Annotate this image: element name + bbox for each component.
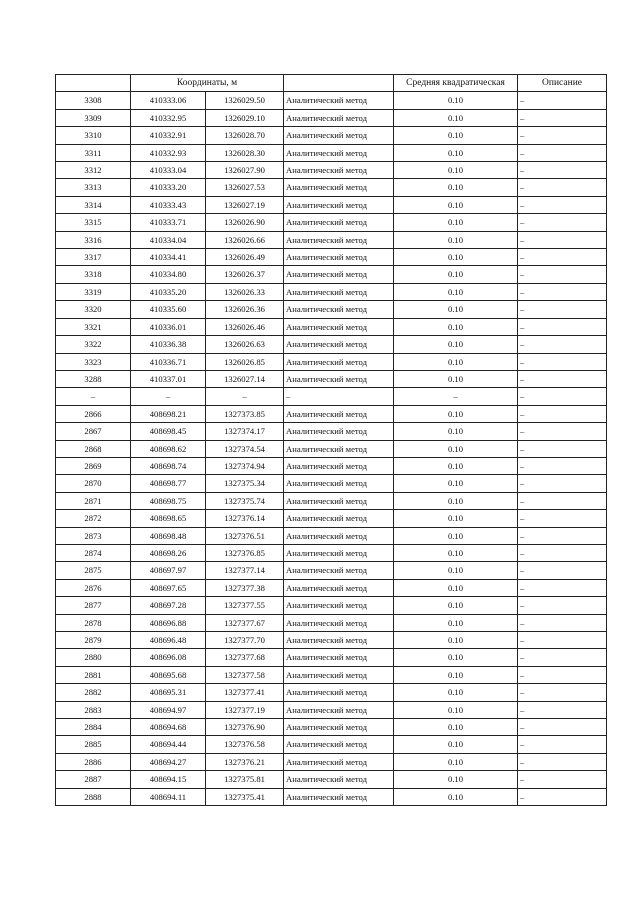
table-row <box>56 510 607 527</box>
coord-x-cell: 410332.93 <box>131 144 206 161</box>
method-cell: Аналитический метод <box>284 492 394 509</box>
method-cell: Аналитический метод <box>284 405 394 422</box>
point-number-cell: 2881 <box>56 666 131 683</box>
description-cell: – <box>518 632 607 649</box>
coord-y-cell: 1326027.19 <box>206 196 284 213</box>
method-cell: Аналитический метод <box>284 144 394 161</box>
method-cell: Аналитический метод <box>284 562 394 579</box>
coord-y-cell: 1326026.66 <box>206 231 284 248</box>
mean-square-error-cell: 0.10 <box>394 614 518 631</box>
table-row <box>56 788 607 805</box>
method-cell: Аналитический метод <box>284 249 394 266</box>
coord-y-cell: 1327375.81 <box>206 771 284 788</box>
description-cell: – <box>518 579 607 596</box>
coord-x-cell: 410334.80 <box>131 266 206 283</box>
mean-square-error-cell: 0.10 <box>394 510 518 527</box>
mean-square-error-cell: 0.10 <box>394 127 518 144</box>
header-row <box>56 75 607 92</box>
description-cell: – <box>518 179 607 196</box>
table-row <box>56 736 607 753</box>
method-cell: Аналитический метод <box>284 92 394 109</box>
description-cell: – <box>518 214 607 231</box>
mean-square-error-cell: 0.10 <box>394 283 518 300</box>
coord-y-cell: 1326029.50 <box>206 92 284 109</box>
point-number-cell: 2879 <box>56 632 131 649</box>
description-cell: – <box>518 597 607 614</box>
coord-y-cell: 1327377.41 <box>206 684 284 701</box>
mean-square-error-cell: 0.10 <box>394 649 518 666</box>
point-number-cell: 2882 <box>56 684 131 701</box>
mean-square-error-cell: 0.10 <box>394 632 518 649</box>
method-cell: Аналитический метод <box>284 527 394 544</box>
coord-x-cell: 410337.01 <box>131 370 206 387</box>
point-number-cell: 2867 <box>56 423 131 440</box>
point-number-cell: 2884 <box>56 719 131 736</box>
coord-y-cell: 1326026.90 <box>206 214 284 231</box>
point-number-cell: 2887 <box>56 771 131 788</box>
method-cell: Аналитический метод <box>284 579 394 596</box>
table-row <box>56 440 607 457</box>
coord-x-cell: 408698.21 <box>131 405 206 422</box>
table-row <box>56 579 607 596</box>
table-row <box>56 266 607 283</box>
mean-square-error-cell: 0.10 <box>394 214 518 231</box>
table-row <box>56 753 607 770</box>
mean-square-error-cell: 0.10 <box>394 701 518 718</box>
coord-x-cell: – <box>131 388 206 405</box>
coord-x-cell: 408694.97 <box>131 701 206 718</box>
mean-square-error-cell: 0.10 <box>394 457 518 474</box>
point-number-cell: 3317 <box>56 249 131 266</box>
table-row <box>56 405 607 422</box>
coord-x-cell: 408698.75 <box>131 492 206 509</box>
table-row <box>56 527 607 544</box>
coord-x-cell: 410335.20 <box>131 283 206 300</box>
method-cell: Аналитический метод <box>284 109 394 126</box>
description-cell: – <box>518 701 607 718</box>
point-number-cell: 3322 <box>56 336 131 353</box>
method-cell: Аналитический метод <box>284 440 394 457</box>
method-cell: Аналитический метод <box>284 196 394 213</box>
point-number-cell: 2877 <box>56 597 131 614</box>
table-row <box>56 353 607 370</box>
table-row <box>56 684 607 701</box>
point-number-cell: 3314 <box>56 196 131 213</box>
point-number-cell: 3321 <box>56 318 131 335</box>
coord-y-cell: 1327377.38 <box>206 579 284 596</box>
coord-y-cell: 1326026.49 <box>206 249 284 266</box>
mean-square-error-cell: 0.10 <box>394 423 518 440</box>
method-cell: Аналитический метод <box>284 788 394 805</box>
table-row <box>56 109 607 126</box>
coord-y-cell: 1327374.17 <box>206 423 284 440</box>
coord-x-cell: 408696.88 <box>131 614 206 631</box>
table-row <box>56 336 607 353</box>
description-cell: – <box>518 649 607 666</box>
coord-x-cell: 410333.20 <box>131 179 206 196</box>
description-cell: – <box>518 144 607 161</box>
method-cell: Аналитический метод <box>284 649 394 666</box>
mean-square-error-cell: 0.10 <box>394 597 518 614</box>
coord-x-cell: 408697.97 <box>131 562 206 579</box>
table-row <box>56 649 607 666</box>
mean-square-error-cell: 0.10 <box>394 196 518 213</box>
coord-y-cell: 1327376.21 <box>206 753 284 770</box>
coord-x-cell: 408694.27 <box>131 753 206 770</box>
point-number-cell: 2888 <box>56 788 131 805</box>
coord-y-cell: 1327373.85 <box>206 405 284 422</box>
header-description: Описание <box>518 75 607 92</box>
point-number-cell: 3319 <box>56 283 131 300</box>
point-number-cell: 2874 <box>56 544 131 561</box>
description-cell: – <box>518 684 607 701</box>
coord-y-cell: 1327377.19 <box>206 701 284 718</box>
description-cell: – <box>518 162 607 179</box>
coord-x-cell: 410336.71 <box>131 353 206 370</box>
coord-y-cell: 1327377.67 <box>206 614 284 631</box>
description-cell: – <box>518 492 607 509</box>
coord-y-cell: 1327375.74 <box>206 492 284 509</box>
table-row <box>56 597 607 614</box>
method-cell: Аналитический метод <box>284 457 394 474</box>
mean-square-error-cell: 0.10 <box>394 579 518 596</box>
table-row <box>56 127 607 144</box>
point-number-cell: 3309 <box>56 109 131 126</box>
point-number-cell: 3308 <box>56 92 131 109</box>
coord-x-cell: 410334.04 <box>131 231 206 248</box>
coord-x-cell: 408698.45 <box>131 423 206 440</box>
coord-y-cell: 1326028.70 <box>206 127 284 144</box>
mean-square-error-cell: 0.10 <box>394 788 518 805</box>
table-row <box>56 231 607 248</box>
coord-x-cell: 408696.08 <box>131 649 206 666</box>
table-row <box>56 214 607 231</box>
point-number-cell: 3316 <box>56 231 131 248</box>
coordinates-table <box>55 74 607 806</box>
table-row <box>56 771 607 788</box>
coord-y-cell: 1327374.54 <box>206 440 284 457</box>
table-row <box>56 701 607 718</box>
mean-square-error-cell: 0.10 <box>394 475 518 492</box>
table-row <box>56 370 607 387</box>
coord-y-cell: 1326026.85 <box>206 353 284 370</box>
point-number-cell: 2866 <box>56 405 131 422</box>
coord-y-cell: 1327376.90 <box>206 719 284 736</box>
mean-square-error-cell: 0.10 <box>394 405 518 422</box>
mean-square-error-cell: 0.10 <box>394 231 518 248</box>
description-cell: – <box>518 336 607 353</box>
method-cell: Аналитический метод <box>284 475 394 492</box>
mean-square-error-cell: 0.10 <box>394 162 518 179</box>
table-header <box>56 75 607 92</box>
coord-y-cell: 1326028.30 <box>206 144 284 161</box>
method-cell: Аналитический метод <box>284 179 394 196</box>
method-cell: Аналитический метод <box>284 231 394 248</box>
coord-y-cell: 1326029.10 <box>206 109 284 126</box>
coord-y-cell: 1327377.58 <box>206 666 284 683</box>
coord-x-cell: 408698.26 <box>131 544 206 561</box>
coord-x-cell: 408694.11 <box>131 788 206 805</box>
table-row <box>56 179 607 196</box>
method-cell: Аналитический метод <box>284 353 394 370</box>
mean-square-error-cell: – <box>394 388 518 405</box>
method-cell: Аналитический метод <box>284 771 394 788</box>
description-cell: – <box>518 353 607 370</box>
coord-x-cell: 410333.71 <box>131 214 206 231</box>
point-number-cell: 2871 <box>56 492 131 509</box>
description-cell: – <box>518 457 607 474</box>
mean-square-error-cell: 0.10 <box>394 753 518 770</box>
coord-y-cell: 1326027.14 <box>206 370 284 387</box>
table-row <box>56 423 607 440</box>
point-number-cell: 3323 <box>56 353 131 370</box>
point-number-cell: 3315 <box>56 214 131 231</box>
point-number-cell: 3288 <box>56 370 131 387</box>
point-number-cell: 2869 <box>56 457 131 474</box>
point-number-cell: 2883 <box>56 701 131 718</box>
mean-square-error-cell: 0.10 <box>394 562 518 579</box>
description-cell: – <box>518 736 607 753</box>
point-number-cell: 3313 <box>56 179 131 196</box>
coord-x-cell: 408697.28 <box>131 597 206 614</box>
method-cell: Аналитический метод <box>284 510 394 527</box>
mean-square-error-cell: 0.10 <box>394 736 518 753</box>
point-number-cell: 2875 <box>56 562 131 579</box>
coord-x-cell: 410333.04 <box>131 162 206 179</box>
coord-y-cell: 1326026.63 <box>206 336 284 353</box>
coord-x-cell: 408698.62 <box>131 440 206 457</box>
mean-square-error-cell: 0.10 <box>394 266 518 283</box>
description-cell: – <box>518 388 607 405</box>
coord-x-cell: 408698.65 <box>131 510 206 527</box>
table-body <box>56 92 607 806</box>
method-cell: Аналитический метод <box>284 632 394 649</box>
coord-y-cell: – <box>206 388 284 405</box>
table-row <box>56 666 607 683</box>
method-cell: Аналитический метод <box>284 597 394 614</box>
mean-square-error-cell: 0.10 <box>394 318 518 335</box>
table-row <box>56 544 607 561</box>
table-row <box>56 632 607 649</box>
description-cell: – <box>518 283 607 300</box>
point-number-cell: 3320 <box>56 301 131 318</box>
mean-square-error-cell: 0.10 <box>394 666 518 683</box>
point-number-cell: – <box>56 388 131 405</box>
point-number-cell: 2876 <box>56 579 131 596</box>
description-cell: – <box>518 370 607 387</box>
description-cell: – <box>518 771 607 788</box>
point-number-cell: 3310 <box>56 127 131 144</box>
coord-y-cell: 1326027.53 <box>206 179 284 196</box>
description-cell: – <box>518 544 607 561</box>
point-number-cell: 2878 <box>56 614 131 631</box>
coord-y-cell: 1326026.33 <box>206 283 284 300</box>
description-cell: – <box>518 562 607 579</box>
point-number-cell: 2873 <box>56 527 131 544</box>
coord-y-cell: 1327376.58 <box>206 736 284 753</box>
table-row <box>56 249 607 266</box>
description-cell: – <box>518 423 607 440</box>
coord-x-cell: 410335.60 <box>131 301 206 318</box>
table-row <box>56 144 607 161</box>
method-cell: Аналитический метод <box>284 666 394 683</box>
method-cell: Аналитический метод <box>284 684 394 701</box>
method-cell: Аналитический метод <box>284 753 394 770</box>
description-cell: – <box>518 405 607 422</box>
coord-x-cell: 410332.95 <box>131 109 206 126</box>
method-cell: Аналитический метод <box>284 336 394 353</box>
point-number-cell: 2880 <box>56 649 131 666</box>
point-number-cell: 3311 <box>56 144 131 161</box>
mean-square-error-cell: 0.10 <box>394 370 518 387</box>
description-cell: – <box>518 266 607 283</box>
coord-y-cell: 1326027.90 <box>206 162 284 179</box>
coord-y-cell: 1326026.37 <box>206 266 284 283</box>
header-method <box>284 75 394 92</box>
coord-x-cell: 408694.15 <box>131 771 206 788</box>
coord-x-cell: 410332.91 <box>131 127 206 144</box>
description-cell: – <box>518 666 607 683</box>
mean-square-error-cell: 0.10 <box>394 527 518 544</box>
point-number-cell: 2868 <box>56 440 131 457</box>
description-cell: – <box>518 719 607 736</box>
method-cell: Аналитический метод <box>284 736 394 753</box>
method-cell: Аналитический метод <box>284 162 394 179</box>
coord-x-cell: 408694.68 <box>131 719 206 736</box>
mean-square-error-cell: 0.10 <box>394 719 518 736</box>
method-cell: Аналитический метод <box>284 423 394 440</box>
description-cell: – <box>518 788 607 805</box>
method-cell: Аналитический метод <box>284 544 394 561</box>
point-number-cell: 3318 <box>56 266 131 283</box>
description-cell: – <box>518 318 607 335</box>
coord-y-cell: 1327376.85 <box>206 544 284 561</box>
coord-x-cell: 410334.41 <box>131 249 206 266</box>
coord-y-cell: 1327375.41 <box>206 788 284 805</box>
coord-y-cell: 1327377.70 <box>206 632 284 649</box>
coord-x-cell: 408694.44 <box>131 736 206 753</box>
description-cell: – <box>518 475 607 492</box>
coord-y-cell: 1327376.14 <box>206 510 284 527</box>
point-number-cell: 2870 <box>56 475 131 492</box>
description-cell: – <box>518 301 607 318</box>
header-coordinates: Координаты, м <box>131 75 284 92</box>
coord-x-cell: 408698.48 <box>131 527 206 544</box>
mean-square-error-cell: 0.10 <box>394 771 518 788</box>
description-cell: – <box>518 510 607 527</box>
table-row <box>56 457 607 474</box>
mean-square-error-cell: 0.10 <box>394 144 518 161</box>
method-cell: Аналитический метод <box>284 283 394 300</box>
coord-x-cell: 410333.06 <box>131 92 206 109</box>
coord-y-cell: 1326026.36 <box>206 301 284 318</box>
method-cell: Аналитический метод <box>284 127 394 144</box>
mean-square-error-cell: 0.10 <box>394 109 518 126</box>
mean-square-error-cell: 0.10 <box>394 249 518 266</box>
coord-y-cell: 1327377.55 <box>206 597 284 614</box>
description-cell: – <box>518 249 607 266</box>
mean-square-error-cell: 0.10 <box>394 684 518 701</box>
description-cell: – <box>518 231 607 248</box>
coord-y-cell: 1326026.46 <box>206 318 284 335</box>
table-row <box>56 614 607 631</box>
mean-square-error-cell: 0.10 <box>394 301 518 318</box>
table-row <box>56 475 607 492</box>
coord-y-cell: 1327377.14 <box>206 562 284 579</box>
mean-square-error-cell: 0.10 <box>394 353 518 370</box>
coord-x-cell: 408696.48 <box>131 632 206 649</box>
method-cell: Аналитический метод <box>284 719 394 736</box>
mean-square-error-cell: 0.10 <box>394 179 518 196</box>
description-cell: – <box>518 614 607 631</box>
description-cell: – <box>518 196 607 213</box>
coord-x-cell: 410336.01 <box>131 318 206 335</box>
description-cell: – <box>518 92 607 109</box>
table-row <box>56 92 607 109</box>
header-point-number <box>56 75 131 92</box>
coord-y-cell: 1327375.34 <box>206 475 284 492</box>
table-row <box>56 162 607 179</box>
method-cell: Аналитический метод <box>284 301 394 318</box>
coord-y-cell: 1327376.51 <box>206 527 284 544</box>
coord-x-cell: 408697.65 <box>131 579 206 596</box>
coord-x-cell: 408698.74 <box>131 457 206 474</box>
description-cell: – <box>518 127 607 144</box>
coord-x-cell: 410333.43 <box>131 196 206 213</box>
table-row <box>56 283 607 300</box>
table-row <box>56 196 607 213</box>
coord-x-cell: 408698.77 <box>131 475 206 492</box>
point-number-cell: 3312 <box>56 162 131 179</box>
coord-x-cell: 408695.31 <box>131 684 206 701</box>
method-cell: Аналитический метод <box>284 266 394 283</box>
point-number-cell: 2886 <box>56 753 131 770</box>
description-cell: – <box>518 109 607 126</box>
table-row <box>56 562 607 579</box>
coord-y-cell: 1327377.68 <box>206 649 284 666</box>
table-row <box>56 318 607 335</box>
table-row <box>56 388 607 405</box>
method-cell: Аналитический метод <box>284 318 394 335</box>
table-row <box>56 301 607 318</box>
coord-x-cell: 408695.68 <box>131 666 206 683</box>
header-mean-square-error: Средняя квадратическая <box>394 75 518 92</box>
mean-square-error-cell: 0.10 <box>394 492 518 509</box>
description-cell: – <box>518 527 607 544</box>
coord-y-cell: 1327374.94 <box>206 457 284 474</box>
method-cell: Аналитический метод <box>284 214 394 231</box>
point-number-cell: 2885 <box>56 736 131 753</box>
table-row <box>56 719 607 736</box>
method-cell: Аналитический метод <box>284 370 394 387</box>
mean-square-error-cell: 0.10 <box>394 336 518 353</box>
mean-square-error-cell: 0.10 <box>394 440 518 457</box>
point-number-cell: 2872 <box>56 510 131 527</box>
mean-square-error-cell: 0.10 <box>394 544 518 561</box>
description-cell: – <box>518 440 607 457</box>
coord-x-cell: 410336.38 <box>131 336 206 353</box>
mean-square-error-cell: 0.10 <box>394 92 518 109</box>
method-cell: Аналитический метод <box>284 701 394 718</box>
description-cell: – <box>518 753 607 770</box>
method-cell: – <box>284 388 394 405</box>
table-row <box>56 492 607 509</box>
method-cell: Аналитический метод <box>284 614 394 631</box>
